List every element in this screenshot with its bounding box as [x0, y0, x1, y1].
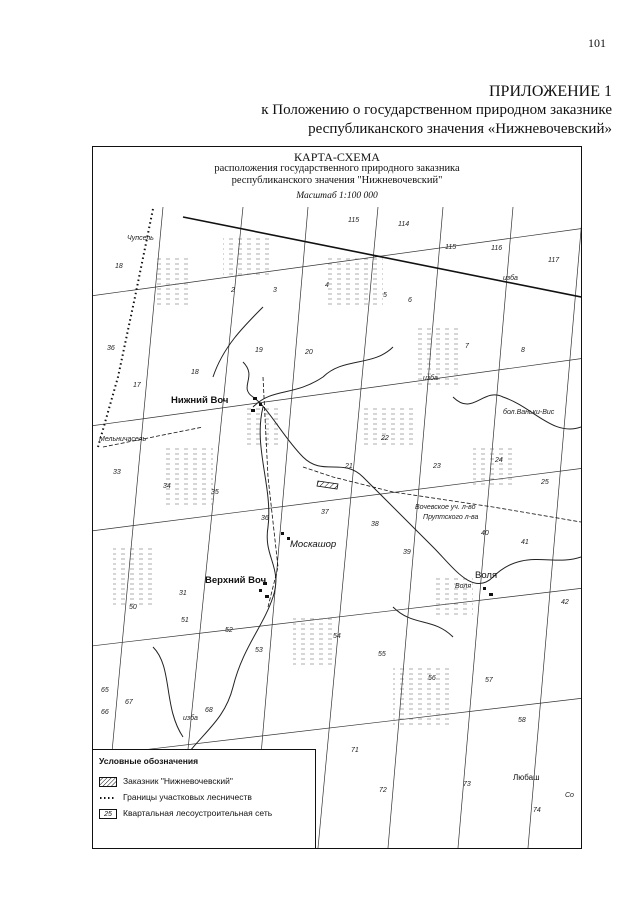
place-volya: Воля — [475, 570, 498, 581]
label-izba-3: изба — [183, 715, 198, 722]
quarter-number: 31 — [179, 590, 187, 597]
quarter-number: 3 — [273, 287, 277, 294]
quarter-number: 57 — [485, 677, 493, 684]
quarter-number: 17 — [133, 382, 141, 389]
quarter-number: 65 — [101, 687, 109, 694]
quarter-number: 36 — [107, 345, 115, 352]
hatch-swatch-icon — [99, 777, 117, 787]
quarter-number: 117 — [548, 257, 560, 264]
label-chupsel: Чупсель — [127, 235, 154, 242]
page-number: 101 — [588, 36, 606, 50]
label-izba-1: изба — [503, 275, 518, 282]
place-verkhny-voch: Верхний Воч — [205, 575, 267, 586]
quarter-number: 68 — [205, 707, 213, 714]
grid-swatch-icon: 25 — [99, 809, 117, 819]
quarter-number: 114 — [398, 221, 410, 228]
place-lyubash: Любаш — [513, 773, 540, 782]
quarter-number: 34 — [163, 483, 171, 490]
quarter-number: 39 — [403, 549, 411, 556]
quarter-number: 22 — [381, 435, 389, 442]
marsh-areas — [113, 237, 513, 727]
quarter-number: 18 — [115, 263, 123, 270]
quarter-number: 56 — [428, 675, 436, 682]
quarter-number: 58 — [518, 717, 526, 724]
quarter-number: 19 — [255, 347, 263, 354]
quarter-number: 74 — [533, 807, 541, 814]
quarter-number: 73 — [463, 781, 471, 788]
legend-item-label: Квартальная лесоустроительная сеть — [123, 808, 273, 818]
quarter-number: 72 — [379, 787, 387, 794]
map-subtitle-1: расположения государственного природного заказника — [214, 163, 460, 174]
quarter-number: 33 — [113, 469, 121, 476]
reserve-area — [317, 481, 338, 489]
quarter-number: 25 — [541, 479, 549, 486]
map-title: КАРТА-СХЕМА — [294, 150, 380, 164]
quarter-number: 37 — [321, 509, 329, 516]
legend-item-quarter-grid — [99, 808, 272, 820]
place-moskashor: Москашор — [290, 539, 337, 550]
quarter-number: 50 — [129, 604, 137, 611]
quarter-number: 4 — [325, 282, 329, 289]
label-vochevskoe: Вочевское уч. л-во — [415, 504, 476, 511]
quarter-number: 41 — [521, 539, 529, 546]
quarter-number: 8 — [521, 347, 525, 354]
map-subtitle-2: республиканского значения "Нижневочевский" — [231, 175, 443, 186]
quarter-number: 116 — [491, 245, 503, 252]
quarter-number: 2 — [231, 287, 235, 294]
quarter-number: 115 — [348, 217, 360, 224]
forestry-boundary — [98, 209, 153, 447]
label-bolvanka: бол.Ваньки-Вис — [503, 409, 555, 416]
map-canvas — [93, 147, 581, 848]
appendix-line-3: республиканского значения «Нижневочевский» — [308, 121, 612, 137]
label-so: Со — [565, 792, 574, 799]
dotted-line-icon — [99, 793, 117, 803]
quarter-number: 42 — [561, 599, 569, 606]
label-izba-2: изба — [423, 375, 438, 382]
quarter-number: 67 — [125, 699, 133, 706]
quarter-number: 38 — [371, 521, 379, 528]
quarter-number: 6 — [408, 297, 412, 304]
quarter-number: 55 — [378, 651, 386, 658]
quarter-number: 7 — [465, 343, 469, 350]
map-header — [93, 147, 581, 202]
legend-title: Условные обозначения — [99, 756, 199, 766]
quarter-number: 23 — [433, 463, 441, 470]
legend-item-label: Границы участковых лесничеств — [123, 792, 252, 802]
quarter-number: 54 — [333, 633, 341, 640]
quarter-number: 36 — [261, 515, 269, 522]
quarter-number: 66 — [101, 709, 109, 716]
quarter-number: 53 — [255, 647, 263, 654]
quarter-number: 51 — [181, 617, 189, 624]
label-volya-river: Воля — [455, 583, 472, 590]
quarter-number: 21 — [345, 463, 353, 470]
quarter-number: 40 — [481, 530, 489, 537]
appendix-title: ПРИЛОЖЕНИЕ 1 — [488, 83, 612, 100]
appendix-header — [261, 82, 612, 139]
legend-item-forestry-boundary — [99, 792, 252, 804]
quarter-number: 52 — [225, 627, 233, 634]
quarter-number: 20 — [305, 349, 313, 356]
legend-item-reserve — [99, 776, 233, 788]
quarter-number: 5 — [383, 292, 387, 299]
map-scale: Масштаб 1:100 000 — [296, 191, 378, 201]
rivers — [153, 307, 581, 777]
appendix-line-2: к Положению о государственном природном заказнике — [261, 102, 612, 118]
map-frame — [92, 146, 582, 849]
label-mel: Мельничасель — [99, 436, 147, 443]
quarter-number: 35 — [211, 489, 219, 496]
map-legend — [93, 749, 316, 848]
quarter-number: 115 — [445, 244, 457, 251]
label-pruptskogo: Пруптского л-ва — [423, 514, 479, 521]
quarter-number: 18 — [191, 369, 199, 376]
quarter-number: 71 — [351, 747, 359, 754]
legend-item-label: Заказник "Нижневочевский" — [123, 776, 233, 786]
place-nizhny-voch: Нижний Воч — [171, 395, 229, 406]
quarter-number: 24 — [495, 457, 503, 464]
